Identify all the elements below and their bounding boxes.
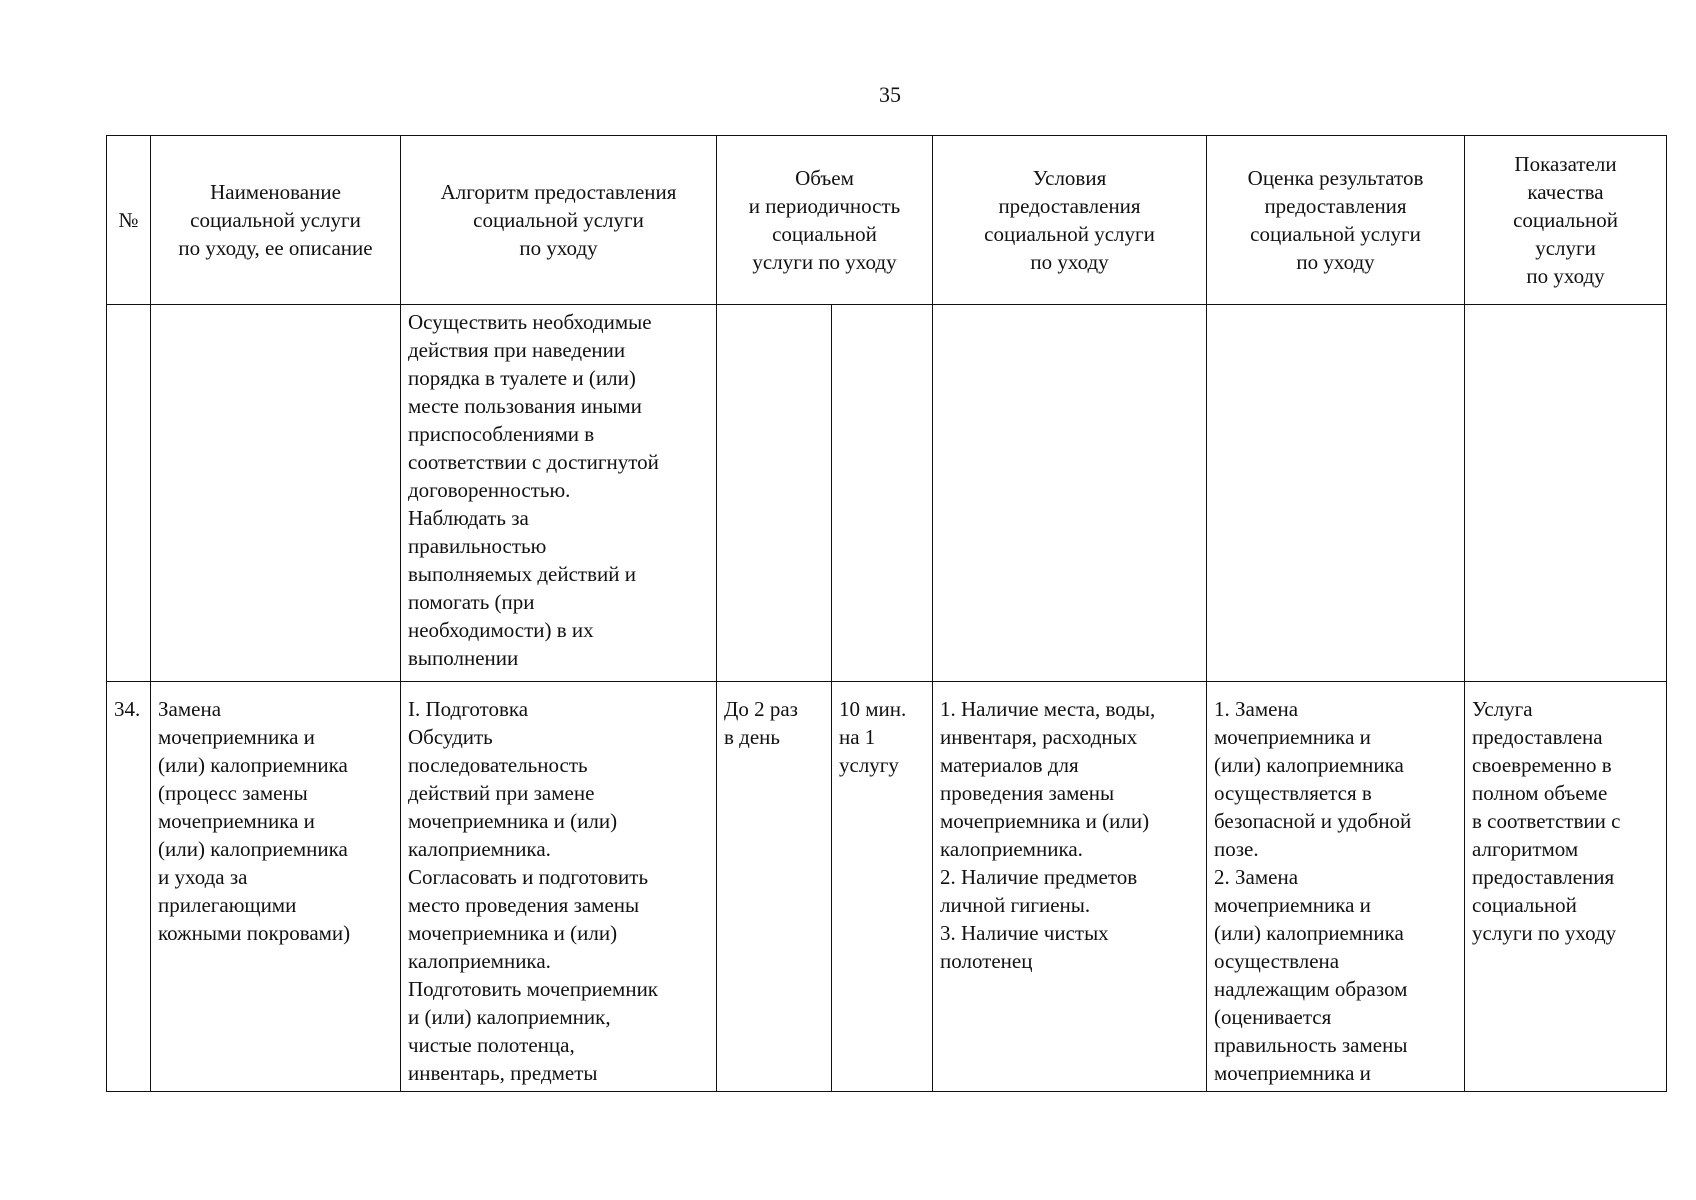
cell-quality: Услуга предоставлена своевременно в полном объеме в соответствии с алгоритмом предоставления социальной услуги по уходу	[1465, 682, 1667, 1092]
social-services-table	[106, 135, 1667, 1092]
header-conditions: Условия предоставления социальной услуги по уходу	[933, 136, 1207, 305]
cell-algorithm: Осуществить необходимые действия при наведении порядка в туалете и (или) месте пользования иными приспособлениями в соответствии с достигнутой договоренностью. Наблюдать за правильностью выполняемых действий и помогать (при необходимости) в их выполнении	[401, 305, 717, 682]
table-row-continuation	[107, 305, 1667, 682]
cell-service-name: Замена мочеприемника и (или) калоприемника (процесс замены мочеприемника и (или) калоприемника и ухода за прилегающими кожными покровами)	[151, 682, 401, 1092]
table-row-34	[107, 682, 1667, 1092]
header-algorithm: Алгоритм предоставления социальной услуги по уходу	[401, 136, 717, 305]
cell-number	[107, 305, 151, 682]
cell-evaluation	[1207, 305, 1465, 682]
cell-periodicity: 10 мин. на 1 услугу	[832, 682, 933, 1092]
cell-quality	[1465, 305, 1667, 682]
header-evaluation: Оценка результатов предоставления социальной услуги по уходу	[1207, 136, 1465, 305]
cell-service-name	[151, 305, 401, 682]
header-volume-periodicity: Объем и периодичность социальной услуги по уходу	[717, 136, 933, 305]
cell-algorithm: I. Подготовка Обсудить последовательность действий при замене мочеприемника и (или) калоприемника. Согласовать и подготовить место проведения замены мочеприемника и (или) калоприемника. Подготовить мочеприемник и (или) калоприемник, чистые полотенца, инвентарь, предметы	[401, 682, 717, 1092]
cell-conditions: 1. Наличие места, воды, инвентаря, расходных материалов для проведения замены мочеприемника и (или) калоприемника. 2. Наличие предметов личной гигиены. 3. Наличие чистых полотенец	[933, 682, 1207, 1092]
cell-volume: До 2 раз в день	[717, 682, 832, 1092]
header-service-name: Наименование социальной услуги по уходу, ее описание	[151, 136, 401, 305]
cell-conditions	[933, 305, 1207, 682]
cell-volume	[717, 305, 832, 682]
header-quality: Показатели качества социальной услуги по уходу	[1465, 136, 1667, 305]
header-row	[107, 136, 1667, 305]
cell-evaluation: 1. Замена мочеприемника и (или) калоприемника осуществляется в безопасной и удобной позе. 2. Замена мочеприемника и (или) калоприемника осуществлена надлежащим образом (оценивается правильность замены мочеприемника и	[1207, 682, 1465, 1092]
cell-periodicity	[832, 305, 933, 682]
cell-number: 34.	[107, 682, 151, 1092]
header-number: №	[107, 136, 151, 305]
page-number: 35	[879, 82, 901, 107]
